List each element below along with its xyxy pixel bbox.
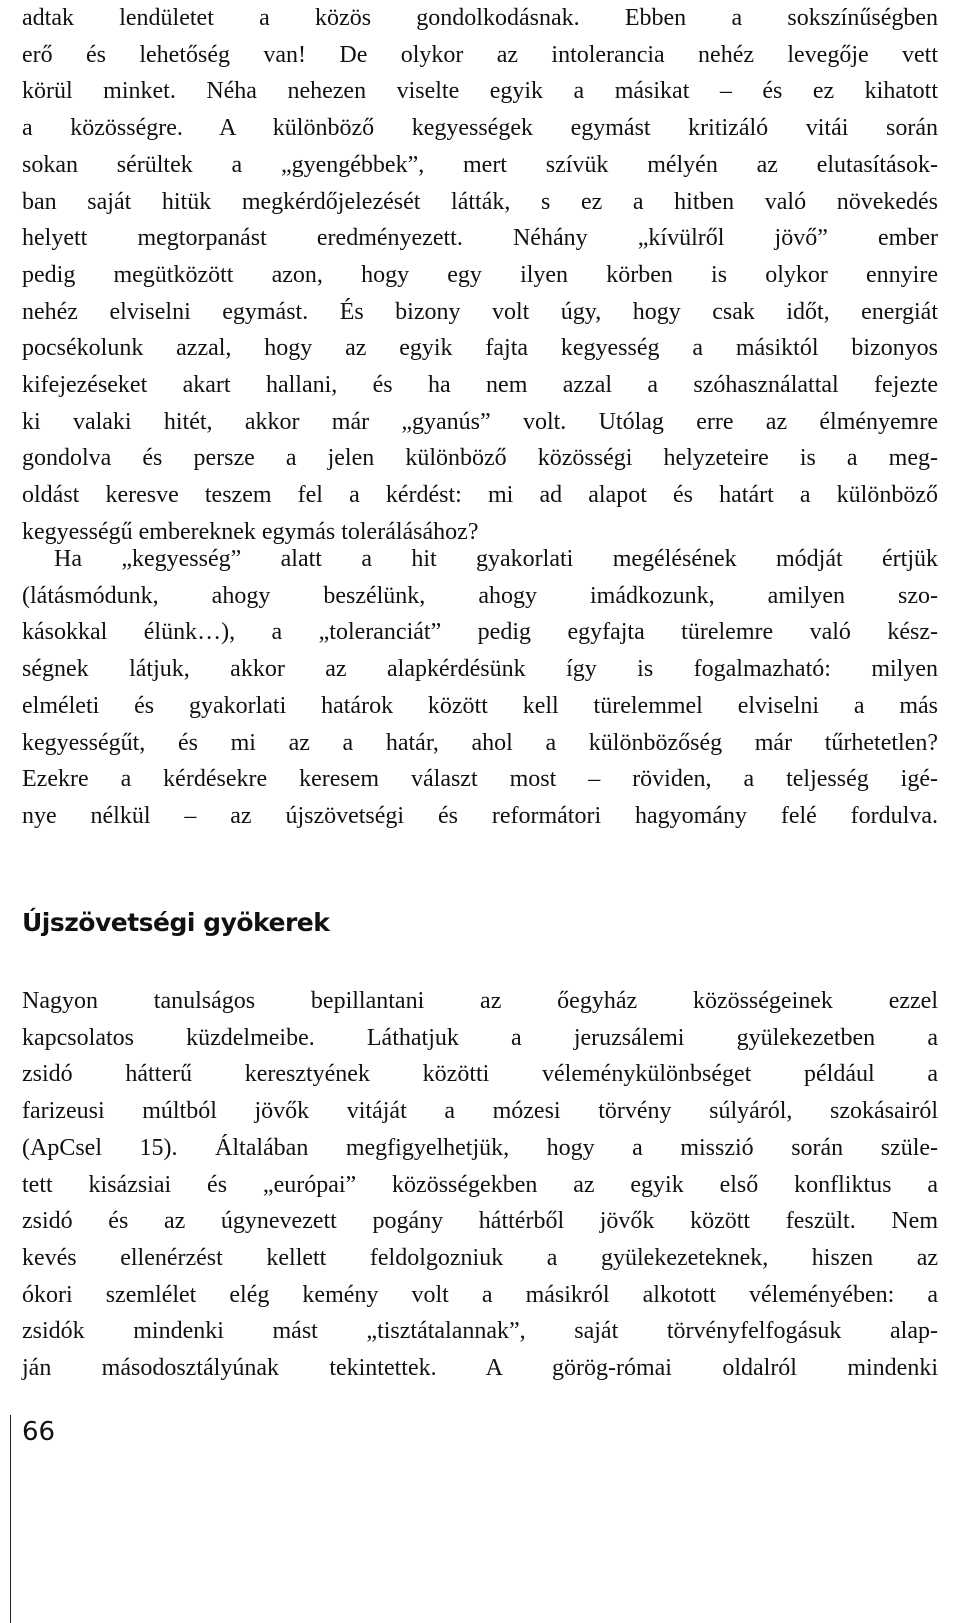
text-line: kapcsolatos küzdelmeibe. Láthatjuk a jeruzsálemi gyülekezetben a	[22, 1024, 938, 1051]
text-line: farizeusi múltból jövők vitáját a mózesi törvény súlyáról, szokásairól	[22, 1098, 938, 1125]
text-line: Nagyon tanulságos bepillantani az őegyház közösségeinek ezzel	[22, 988, 938, 1014]
text-line: kásokkal élünk…), a „toleranciát” pedig egyfajta türelemre való kész-	[22, 619, 938, 646]
text-line: ján másodosztályúnak tekintettek. A görög-római oldalról mindenki	[22, 1355, 938, 1382]
section-heading: Újszövetségi gyökerek	[22, 908, 330, 937]
text-line: gondolva és persze a jelen különböző közösségi helyzeteire is a meg-	[22, 445, 938, 472]
text-line: kifejezéseket akart hallani, és ha nem azzal a szóhasználattal fejezte	[22, 372, 938, 399]
text-line: oldást keresve teszem fel a kérdést: mi ad alapot és határt a különböző	[22, 482, 938, 509]
text-line: kevés ellenérzést kellett feldolgozniuk a gyülekezeteknek, hiszen az	[22, 1244, 938, 1271]
text-line: ókori szemlélet elég kemény volt a másikról alkotott véleményében: a	[22, 1281, 938, 1308]
text-line: a közösségre. A különböző kegyességek egymást kritizáló vitái során	[22, 115, 938, 142]
paragraph-2	[22, 541, 938, 835]
paragraph-3	[22, 983, 938, 1387]
text-line: Ha „kegyesség” alatt a hit gyakorlati megélésének módját értjük	[54, 546, 938, 572]
text-line: zsidók mindenki mást „tisztátalannak”, saját törvényfelfogásuk alap-	[22, 1318, 938, 1345]
paragraph-1	[22, 0, 938, 551]
text-line: nehéz elviselni egymást. És bizony volt úgy, hogy csak időt, energiát	[22, 298, 938, 325]
text-line: Ezekre a kérdésekre keresem választ most – röviden, a teljesség igé-	[22, 766, 938, 793]
text-line: erő és lehetőség van! De olykor az intolerancia nehéz levegője vett	[22, 41, 938, 68]
text-line: zsidó hátterű keresztyének közötti véleménykülönbséget például a	[22, 1061, 938, 1088]
text-line: pedig megütközött azon, hogy egy ilyen körben is olykor ennyire	[22, 261, 938, 288]
text-line: ban saját hitük megkérdőjelezését látták, s ez a hitben való növekedés	[22, 188, 938, 215]
text-line: elméleti és gyakorlati határok között kell türelemmel elviselni a más	[22, 692, 938, 719]
text-line: (ApCsel 15). Általában megfigyelhetjük, hogy a misszió során szüle-	[22, 1134, 938, 1161]
text-line: nye nélkül – az újszövetségi és reformátori hagyomány felé fordulva.	[22, 802, 938, 829]
text-line: sokan sérültek a „gyengébbek”, mert szívük mélyén az elutasítások-	[22, 151, 938, 178]
text-line: pocsékolunk azzal, hogy az egyik fajta kegyesség a másiktól bizonyos	[22, 335, 938, 362]
text-line: zsidó és az úgynevezett pogány háttérből jövők között feszült. Nem	[22, 1208, 938, 1235]
text-line: ki valaki hitét, akkor már „gyanús” volt. Utólag erre az élményemre	[22, 408, 938, 435]
text-line: ségnek látjuk, akkor az alapkérdésünk így is fogalmazható: milyen	[22, 656, 938, 683]
text-line: helyett megtorpanást eredményezett. Néhány „kívülről jövő” ember	[22, 225, 938, 252]
text-line: kegyességűt, és mi az a határ, ahol a különbözőség már tűrhetetlen?	[22, 729, 938, 756]
margin-rule	[10, 1415, 11, 1623]
text-line: kegyességű embereknek egymás tolerálásához?	[22, 518, 479, 545]
text-line: adtak lendületet a közös gondolkodásnak. Ebben a sokszínűségben	[22, 5, 938, 31]
text-line: körül minket. Néha nehezen viselte egyik a másikat – és ez kihatott	[22, 78, 938, 105]
text-line: tett kisázsiai és „európai” közösségekben az egyik első konfliktus a	[22, 1171, 938, 1198]
text-line: (látásmódunk, ahogy beszélünk, ahogy imádkozunk, amilyen szo-	[22, 582, 938, 609]
page-number: 66	[22, 1417, 56, 1447]
